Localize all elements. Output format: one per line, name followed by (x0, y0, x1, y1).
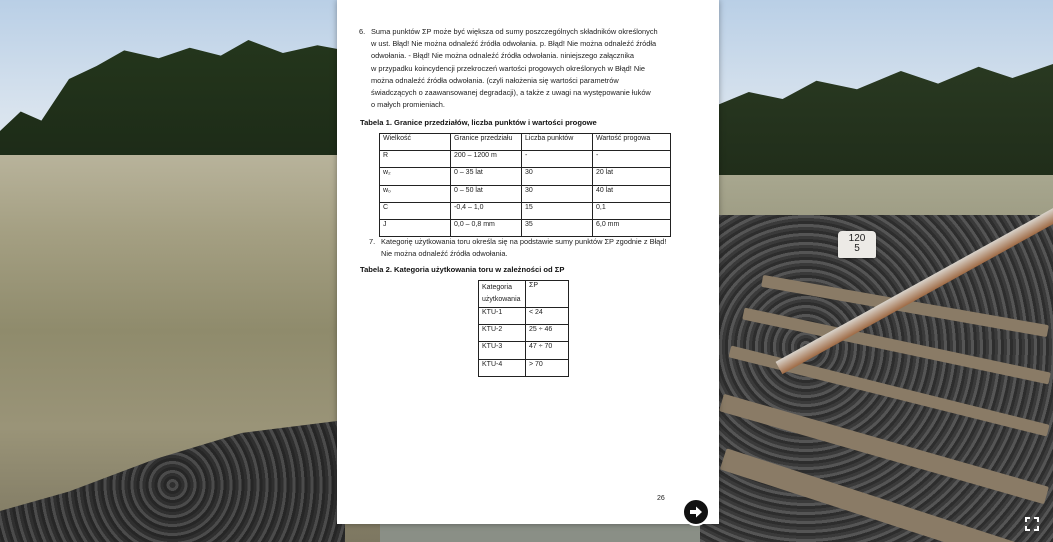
table-cell: R (380, 151, 451, 168)
table-cell: > 70 (526, 359, 569, 376)
table-cell: 40 lat (593, 185, 671, 202)
table-cell: 0 – 50 lat (451, 185, 522, 202)
table-cell: w₀ (380, 185, 451, 202)
kilometer-post (838, 231, 876, 258)
page-number: 26 (657, 495, 665, 502)
table-cell: 30 (522, 168, 593, 185)
table-row (479, 325, 569, 342)
paragraph-line: można odnaleźć źródła odwołania. (czyli nałożenia się wartości parametrów (371, 75, 619, 85)
column-header: Granice przedziału (451, 134, 522, 151)
table-cell: 25 ÷ 46 (526, 325, 569, 342)
table-cell: w₂ (380, 168, 451, 185)
table-row (479, 308, 569, 325)
table-cell: - (522, 151, 593, 168)
table-row (380, 219, 671, 236)
table-row (479, 359, 569, 376)
paragraph-7 (369, 236, 681, 260)
table-cell: KTU-1 (479, 308, 526, 325)
table-cell: J (380, 219, 451, 236)
fullscreen-icon (1024, 516, 1040, 532)
table-header-row (380, 134, 671, 151)
table-1-title: Tabela 1. Granice przedziałów, liczba punktów i wartości progowe (360, 118, 597, 127)
paragraph-line: świadczących o zaawansowanej degradacji), a także z uwagi na występowanie łuków (371, 88, 651, 98)
arrow-right-circle-icon (687, 503, 705, 521)
paragraph-line: Suma punktów ΣP może być większa od sumy poszczególnych składników określonych (371, 27, 658, 36)
paragraph-6 (359, 26, 683, 111)
document-page (337, 0, 719, 524)
paragraph-line: w przypadku koincydencji przekroczeń wartości progowych określonych w Błąd! Nie (371, 63, 645, 73)
table-cell: 35 (522, 219, 593, 236)
column-header: Liczba punktów (522, 134, 593, 151)
table-cell: 6,0 mm (593, 219, 671, 236)
column-header: Kategoria użytkowania (479, 281, 526, 308)
table-row (380, 151, 671, 168)
paragraph-line: w ust. Błąd! Nie można odnaleźć źródła odwołania. p. Błąd! Nie można odnaleźć źródła (371, 39, 657, 49)
table-cell: 0,0 – 0,8 mm (451, 219, 522, 236)
table-cell: KTU-2 (479, 325, 526, 342)
paragraph-line: Nie można odnaleźć źródła odwołania. (381, 249, 508, 259)
fullscreen-button[interactable] (1024, 516, 1040, 532)
paragraph-line: Kategorię użytkowania toru określa się na podstawie sumy punktów ΣP zgodnie z Błąd! (381, 237, 667, 246)
table-cell: < 24 (526, 308, 569, 325)
table-cell: 15 (522, 202, 593, 219)
table-row (380, 168, 671, 185)
column-header: Wielkość (380, 134, 451, 151)
table-2-title: Tabela 2. Kategoria użytkowania toru w zależności od ΣP (360, 265, 565, 274)
next-page-button[interactable] (682, 498, 710, 526)
km-post-line1: 120 (848, 233, 866, 244)
column-header: ΣP (526, 281, 569, 308)
table-row (479, 342, 569, 359)
table-row (380, 185, 671, 202)
table-cell: KTU-3 (479, 342, 526, 359)
table-cell: 47 ÷ 70 (526, 342, 569, 359)
table-cell: C (380, 202, 451, 219)
table-cell: 20 lat (593, 168, 671, 185)
table-cell: 200 – 1200 m (451, 151, 522, 168)
table-cell: - (593, 151, 671, 168)
table-1 (379, 133, 671, 237)
table-cell: -0,4 – 1,0 (451, 202, 522, 219)
table-cell: 0,1 (593, 202, 671, 219)
track-ballast (700, 215, 1053, 542)
table-cell: 30 (522, 185, 593, 202)
table-header-row (479, 281, 569, 308)
paragraph-number: 7. (369, 237, 376, 246)
table-2 (478, 280, 569, 377)
table-cell: 0 – 35 lat (451, 168, 522, 185)
paragraph-number: 6. (359, 27, 366, 36)
table-row (380, 202, 671, 219)
km-post-line2: 5 (854, 243, 860, 254)
column-header: Wartość progowa (593, 134, 671, 151)
table-cell: KTU-4 (479, 359, 526, 376)
paragraph-line: o małych promieniach. (371, 100, 445, 110)
paragraph-line: odwołania. - Błąd! Nie można odnaleźć źródła odwołania. niniejszego załącznika (371, 51, 634, 61)
